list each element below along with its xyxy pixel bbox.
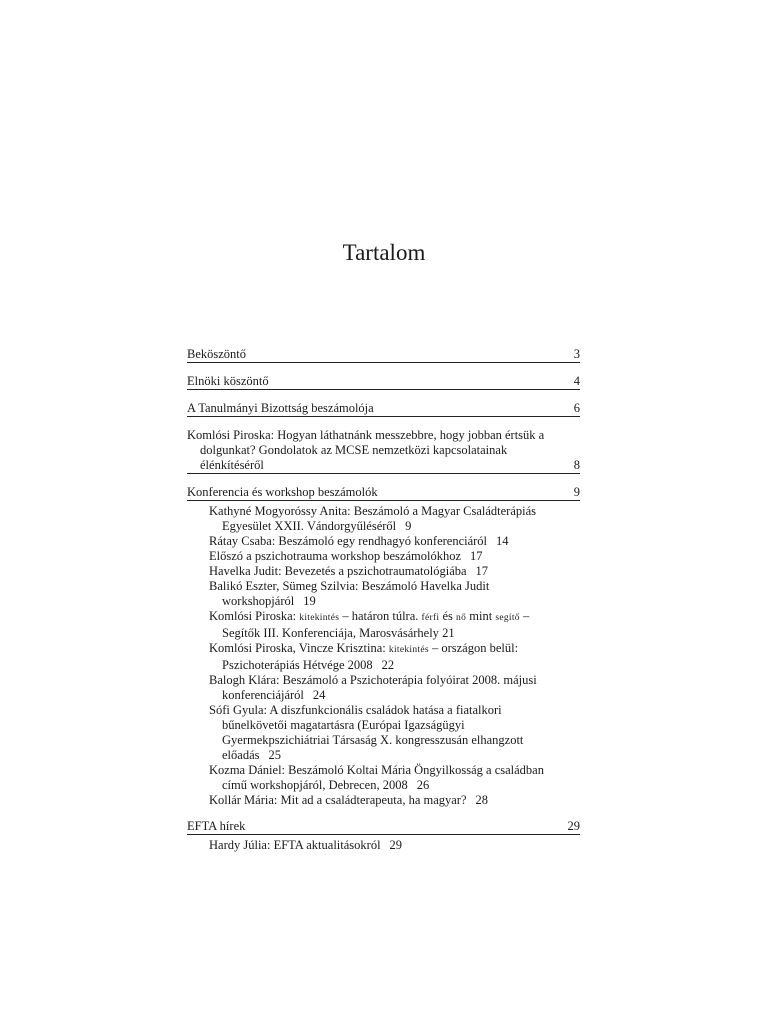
entry-page: 14: [496, 534, 509, 548]
entry-text: Kathyné Mogyoróssy Anita: Beszámoló a Magyar Családterápiás Egyesület XXII. Vándorgyűléséről: [209, 504, 537, 533]
entry-text: Rátay Csaba: Beszámoló egy rendhagyó konferenciáról: [209, 534, 488, 548]
toc-section-elnoki-koszonto[interactable]: [187, 374, 580, 390]
entry-page: 21: [442, 626, 455, 640]
entry-page: 24: [312, 688, 326, 702]
toc-section-tanulmanyi-bizottsag[interactable]: [187, 401, 580, 417]
small-caps-ferfi: férfi: [421, 613, 440, 623]
section-title: Elnöki köszöntő: [187, 374, 269, 388]
konferencia-entries: [187, 501, 561, 808]
toc-entry-kitekintes-hataron-tul[interactable]: [209, 609, 561, 641]
toc-entry[interactable]: [209, 534, 561, 549]
entry-text: Előszó a pszichotrauma workshop beszámolókhoz: [209, 549, 462, 563]
entry-text-es: és: [442, 609, 453, 623]
section-page: 9: [573, 485, 580, 499]
entry-text-part2: – Segítők III. Konferenciája, Marosvásárhely: [222, 609, 530, 640]
toc-section-efta-hirek[interactable]: [187, 819, 580, 835]
page-title: Tartalom: [342, 240, 426, 265]
entry-page: 9: [405, 519, 412, 533]
toc-section-konferencia-workshop[interactable]: [187, 485, 580, 501]
entry-text: Balogh Klára: Beszámoló a Pszichoterápia folyóirat 2008. májusi konferenciájáról: [209, 673, 537, 702]
entry-text-part1: – határon túlra.: [342, 609, 419, 623]
small-caps-kitekintes: kitekintés: [299, 613, 340, 623]
entry-page: 17: [475, 564, 489, 578]
toc-section-bekoszonto[interactable]: [187, 347, 580, 363]
entry-text: Havelka Judit: Bevezetés a pszichotraumatológiába: [209, 564, 467, 578]
small-caps-segito: segítő: [495, 613, 520, 623]
entry-page: 22: [381, 658, 395, 672]
entry-page: 26: [416, 778, 430, 792]
toc-entry[interactable]: [209, 549, 561, 564]
entry-page: 19: [303, 594, 316, 608]
section-title: EFTA hírek: [187, 819, 246, 833]
toc-entry[interactable]: [209, 579, 561, 609]
entry-page: 29: [389, 838, 403, 852]
section-page: 8: [573, 458, 580, 472]
toc-entry[interactable]: [209, 673, 561, 703]
entry-text-mint: mint: [469, 609, 493, 623]
entry-page: 17: [470, 549, 483, 563]
toc-entry[interactable]: [209, 838, 561, 853]
entry-text: Balikó Eszter, Sümeg Szilvia: Beszámoló Havelka Judit workshopjáról: [209, 579, 490, 608]
toc-entry[interactable]: [209, 793, 561, 808]
small-caps-kitekintes: kitekintés: [388, 645, 429, 655]
entry-author: Komlósi Piroska:: [209, 609, 297, 623]
toc-entry[interactable]: [209, 763, 561, 793]
entry-page: 28: [475, 793, 489, 807]
section-page: 29: [567, 819, 580, 833]
entry-text: Kozma Dániel: Beszámoló Koltai Mária Öngyilkosság a családban című workshopjáról, Debrecen, 2008: [209, 763, 544, 792]
table-of-contents: [187, 347, 580, 853]
toc-section-komlosi-piroska[interactable]: [187, 428, 580, 474]
section-page: 6: [573, 401, 580, 415]
section-page: 4: [573, 374, 580, 388]
entry-text: Sófi Gyula: A diszfunkcionális családok hatása a fiatalkori bűnelkövetői magatartásra (Európai Igazságügyi Gyermekpszichiátriai Társaság X. kongresszusán elhangzott előadás: [209, 703, 524, 762]
entry-text: Kollár Mária: Mit ad a családterapeuta, ha magyar?: [209, 793, 467, 807]
efta-entries: [187, 835, 561, 853]
entry-page: 25: [268, 748, 281, 762]
toc-entry[interactable]: [209, 504, 561, 534]
entry-author: Komlósi Piroska, Vincze Krisztina:: [209, 641, 386, 655]
entry-text: Hardy Júlia: EFTA aktualitásokról: [209, 838, 381, 852]
section-title: Konferencia és workshop beszámolók: [187, 485, 378, 499]
section-page: 3: [573, 347, 580, 361]
section-title: Komlósi Piroska: Hogyan láthatnánk messzebbre, hogy jobban értsük a dolgunkat? Gondolatok az MCSE nemzetközi kapcsolatainak élénkítéséről: [187, 428, 545, 472]
section-title: A Tanulmányi Bizottság beszámolója: [187, 401, 374, 415]
toc-entry-kitekintes-orszagon-belul[interactable]: [209, 641, 561, 673]
entry-text-part1: – országon belül: Pszichoterápiás Hétvége 2008: [222, 641, 519, 672]
toc-entry[interactable]: [209, 703, 561, 763]
toc-entry[interactable]: [209, 564, 561, 579]
section-title: Beköszöntő: [187, 347, 247, 361]
small-caps-no: nő: [456, 613, 467, 623]
